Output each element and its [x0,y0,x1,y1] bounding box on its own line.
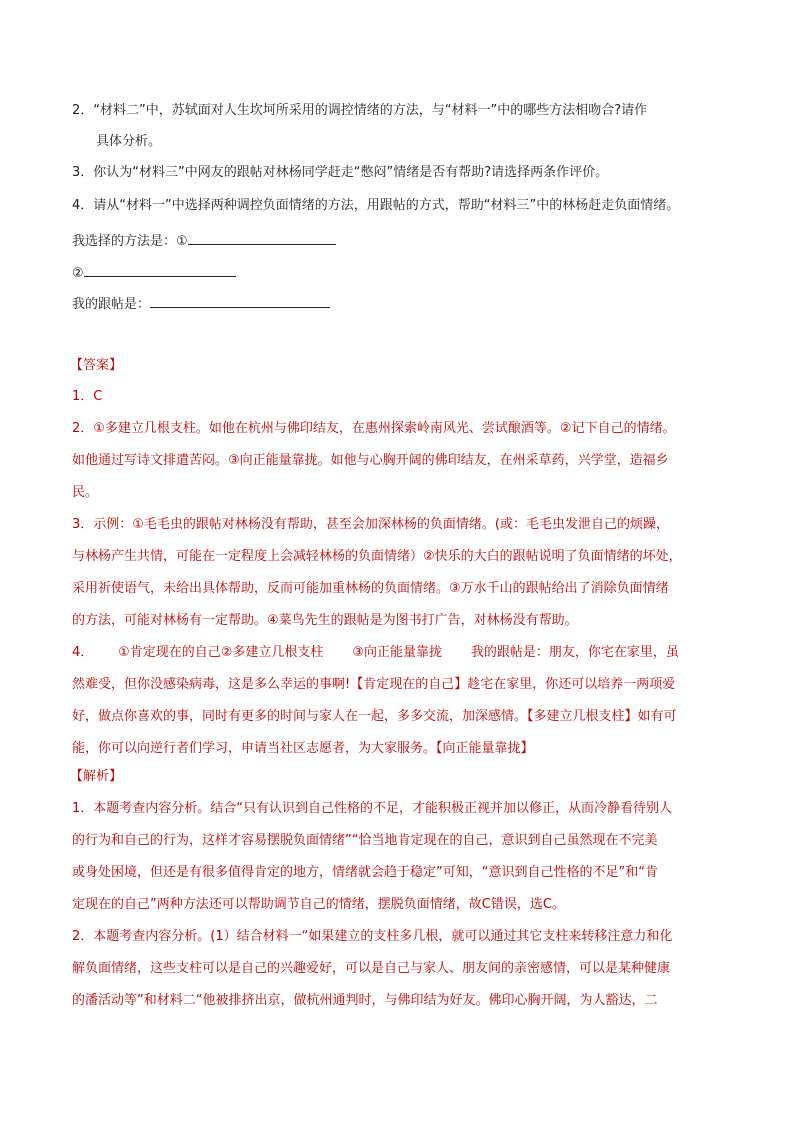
method-2-blank[interactable] [84,262,236,277]
method-label: 我选择的方法是：① [72,234,188,249]
analysis-1-line-1: 1．本题考查内容分析。结合“只有认识到自己性格的不足，才能积极正视并加以修正，从而冷静看待别人 [72,801,673,816]
answer-4-line-4: 能，你可以向逆行者们学习，申请当社区志愿者，为大家服务。【向正能量靠拢】 [72,741,534,756]
method-2-line [72,262,236,283]
question-3: 3．你认为“材料三”中网友的跟帖对林杨同学赶走“憋闷”情绪是否有帮助?请选择两条作评价。 [72,165,609,180]
answer-4-line-2: 然难受，但你没感染病毒，这是多么幸运的事啊!【肯定现在的自己】趁宅在家里，你还可以培养一两项爱 [72,677,676,692]
question-2-line-2: 具体分析。 [96,134,162,149]
analysis-1-line-2: 的行为和自己的行为，这样才容易摆脱负面情绪”“恰当地肯定现在的自己，意识到自己虽然现在不完美 [72,833,658,848]
analysis-header: 【解析】 [70,769,123,784]
answer-3-line-1: 3．示例：①毛毛虫的跟帖对林杨没有帮助，甚至会加深林杨的负面情绪。(或：毛毛虫发泄自己的烦躁， [72,517,669,532]
answer-3-line-3: 采用祈使语气，未给出具体帮助，反而可能加重林杨的负面情绪。③万水千山的跟帖给出了消除负面情绪 [72,581,669,596]
analysis-2-line-2: 解负面情绪，这些支柱可以是自己的兴趣爱好，可以是自己与家人、朋友间的亲密感情，可以是某种健康 [72,961,671,976]
answer-2-line-2: 如他通过写诗文排遣苦闷。③向正能量靠拢。如他与心胸开阔的佛印结友，在州采草药，兴学堂，造福乡 [72,453,669,468]
answer-3-line-4: 的方法，可能对林杨有一定帮助。④菜鸟先生的跟帖是为图书打广告，对林杨没有帮助。 [72,613,578,628]
analysis-1-line-3: 或身处困境，但还是有很多值得肯定的地方，情绪就会趋于稳定”可知，“意识到自己性格的不足”和“肯 [72,865,658,880]
answer-2-line-3: 民。 [72,485,99,500]
reply-blank[interactable] [150,293,330,308]
answer-3-line-2: 与林杨产生共情，可能在一定程度上会减轻林杨的负面情绪）②快乐的大白的跟帖说明了负面情绪的坏处， [72,549,682,564]
answer-header: 【答案】 [70,358,123,373]
answer-4-line-1: 4． ①肯定现在的自己②多建立几根支柱 ③向正能量靠拢 我的跟帖是：朋友，你宅在家里，虽 [72,645,679,660]
method-1-blank[interactable] [188,230,336,245]
analysis-1-line-4: 定现在的自己”两种方法还可以帮助调节自己的情绪，摆脱负面情绪，故C错误，选C。 [72,897,565,912]
answer-4-line-3: 好，做点你喜欢的事，同时有更多的时间与家人在一起，多多交流，加深感情。【多建立几根支柱】如有可 [72,709,677,724]
question-4: 4．请从“材料一”中选择两种调控负面情绪的方法，用跟帖的方式，帮助“材料三”中的林杨赶走负面情绪。 [72,198,680,213]
method-choice-line [72,230,336,251]
analysis-2-line-3: 的潘活动等”和材料二“他被排挤出京，做杭州通判时，与佛印结为好友。佛印心胸开阔，为人豁达，二 [72,993,658,1008]
reply-line [72,293,330,314]
method-2-label: ② [72,266,84,281]
answer-2-line-1: 2．①多建立几根支柱。如他在杭州与佛印结友，在惠州探索岭南风光、尝试酿酒等。②记下自己的情绪。 [72,421,676,436]
reply-label: 我的跟帖是： [72,297,151,312]
analysis-2-line-1: 2．本题考查内容分析。(1）结合材料一“如果建立的支柱多几根，就可以通过其它支柱来转移注意力和化 [72,929,673,944]
question-2-line-1: 2．“材料二”中，苏轼面对人生坎坷所采用的调控情绪的方法，与“材料一”中的哪些方法相吻合?请作 [72,103,648,118]
answer-1: 1．C [72,389,103,404]
